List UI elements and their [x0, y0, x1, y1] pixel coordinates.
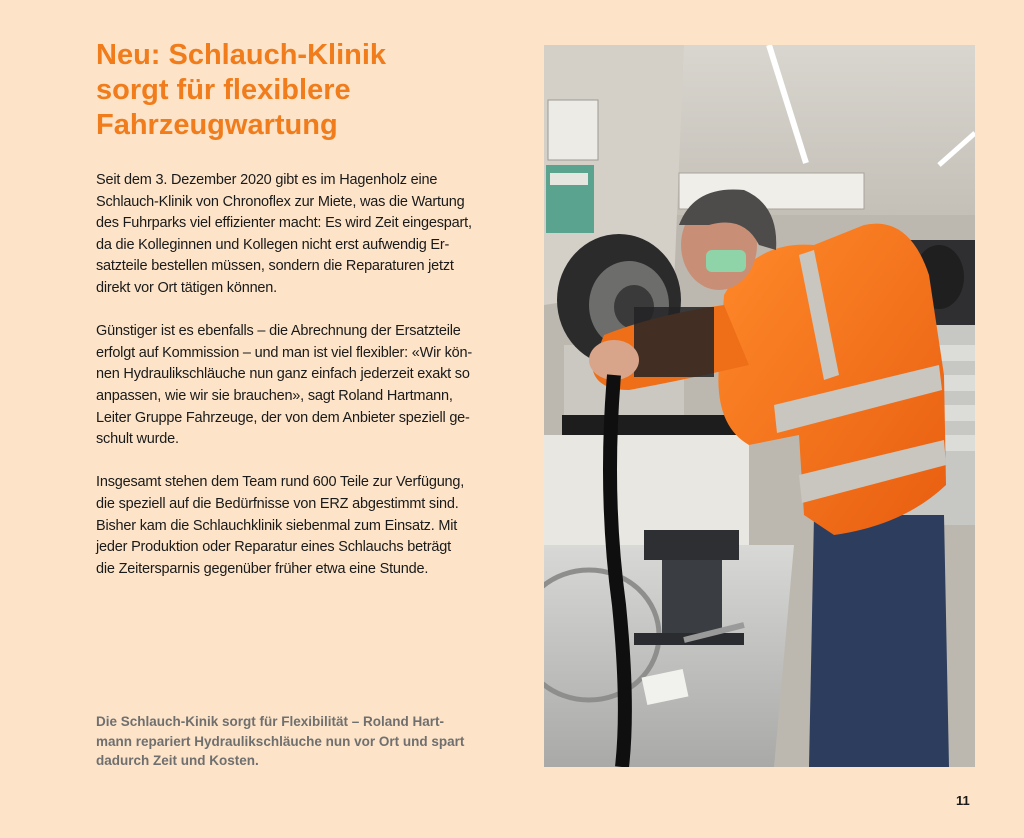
text-line: anpassen, wie wir sie brauchen», sagt Roland Hartmann, — [96, 387, 453, 404]
text-line: direkt vor Ort tätigen können. — [96, 279, 277, 296]
text-line: Seit dem 3. Dezember 2020 gibt es im Hagenholz eine — [96, 172, 438, 188]
page-number: 11 — [956, 793, 970, 808]
photo-caption — [96, 712, 526, 771]
caption-line: mann repariert Hydraulikschläuche nun vor Ort und spart — [96, 733, 465, 749]
text-line: satzteile bestellen müssen, sondern die Reparaturen jetzt — [96, 258, 454, 275]
paragraph-intro — [96, 170, 526, 300]
title-line: Fahrzeugwartung — [96, 109, 338, 141]
text-line: die Zeitersparnis gegenüber früher etwa eine Stunde. — [96, 560, 429, 577]
text-line: Günstiger ist es ebenfalls – die Abrechnung der Ersatzteile — [96, 323, 461, 340]
text-line: da die Kolleginnen und Kollegen nicht erst aufwendig Er- — [96, 236, 450, 253]
text-line: Schlauch-Klinik von Chronoflex zur Miete, was die Wartung — [96, 193, 465, 210]
text-line: Bisher kam die Schlauchklinik siebenmal zum Einsatz. Mit — [96, 517, 458, 534]
text-line: des Fuhrparks viel effizienter macht: Es wird Zeit eingespart, — [96, 215, 472, 232]
caption-line: dadurch Zeit und Kosten. — [96, 753, 259, 768]
article-body — [96, 170, 526, 602]
caption-line: Die Schlauch-Kinik sorgt für Flexibilität – Roland Hart- — [96, 714, 445, 729]
text-line: schult wurde. — [96, 431, 179, 448]
paragraph-quote — [96, 321, 526, 451]
workshop-photo — [544, 45, 975, 767]
text-line: Insgesamt stehen dem Team rund 600 Teile zur Verfügung, — [96, 474, 465, 491]
title-line: Neu: Schlauch-Klinik — [96, 39, 387, 71]
text-line: nen Hydraulikschläuche nun ganz einfach jederzeit exakt so — [96, 366, 470, 383]
text-line: die speziell auf die Bedürfnisse von ERZ abgestimmt sind. — [96, 495, 459, 512]
title-line: sorgt für flexiblere — [96, 74, 351, 106]
text-line: erfolgt auf Kommission – und man ist viel flexibler: «Wir kön- — [96, 344, 473, 361]
text-line: jeder Produktion oder Reparatur eines Schlauchs beträgt — [96, 539, 451, 556]
article-title — [96, 38, 516, 143]
paragraph-summary — [96, 472, 526, 580]
text-line: Leiter Gruppe Fahrzeuge, der von dem Anbieter speziell ge- — [96, 409, 470, 426]
